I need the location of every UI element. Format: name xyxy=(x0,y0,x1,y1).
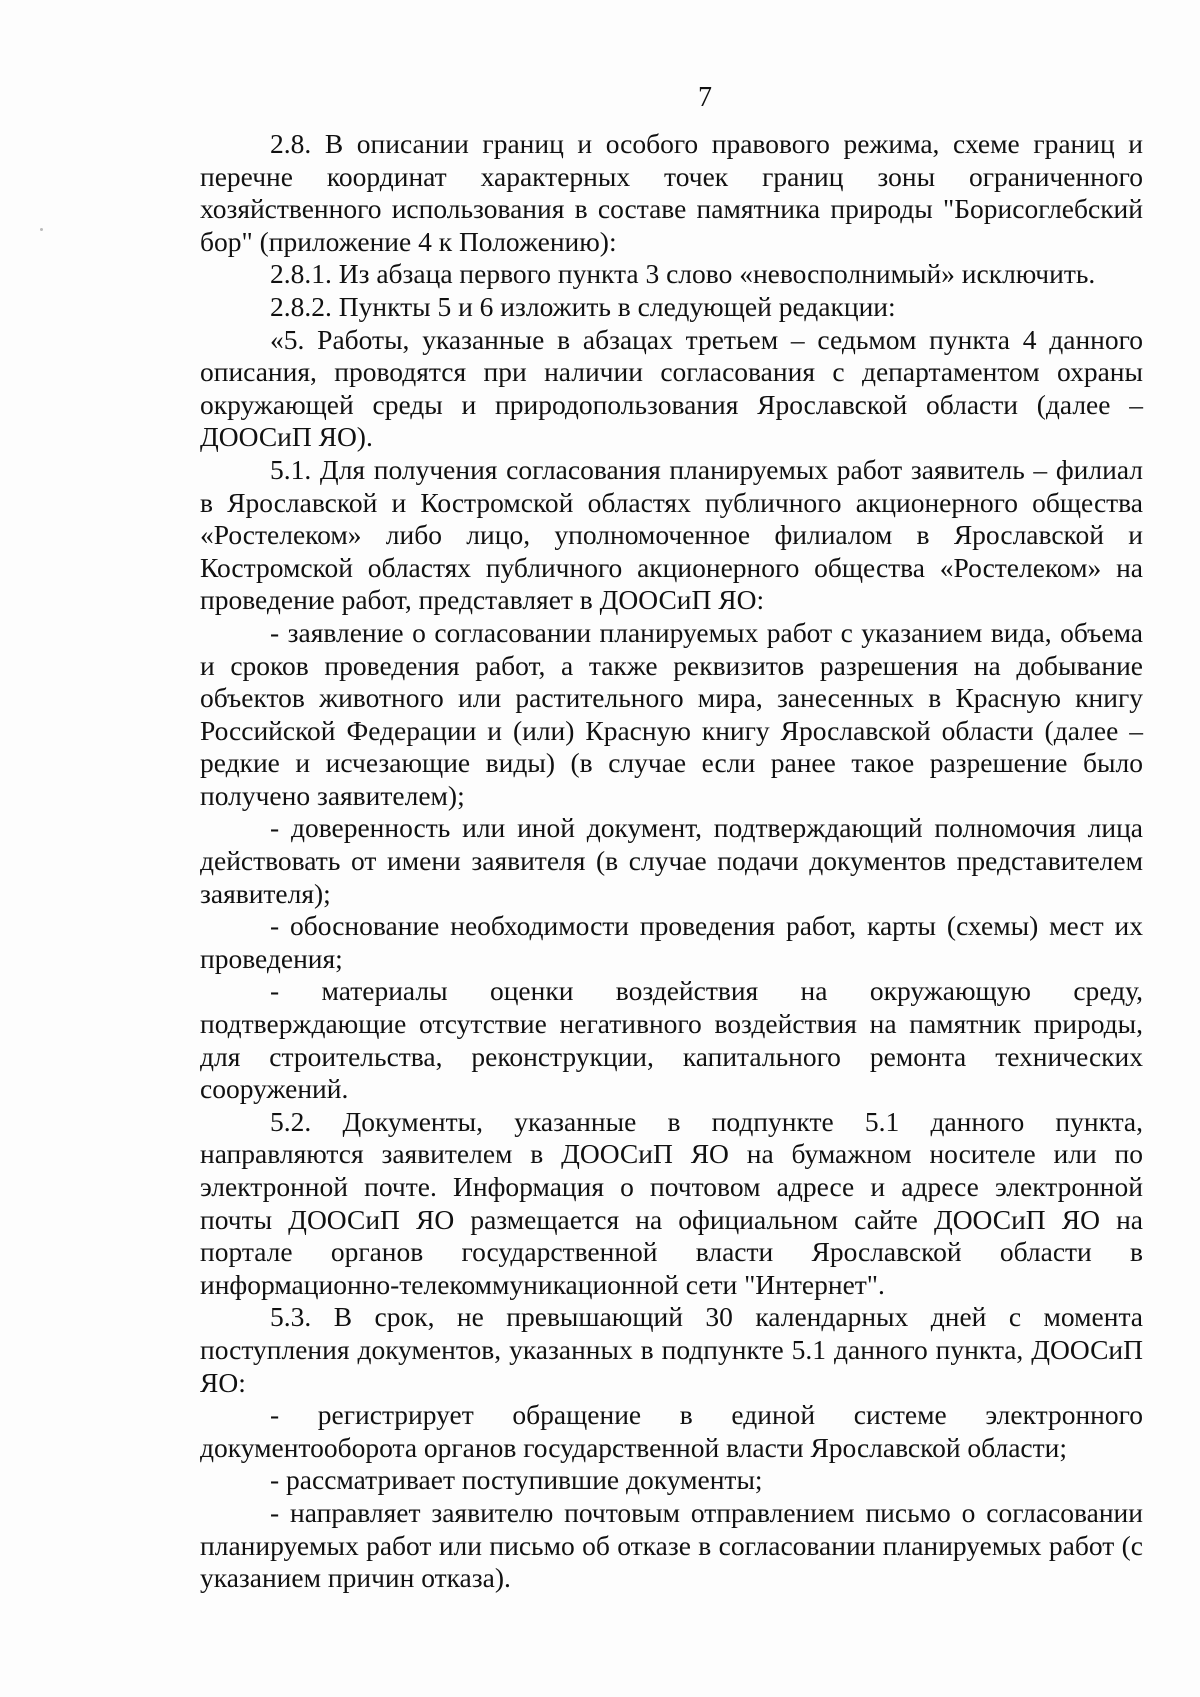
paragraph-5: «5. Работы, указанные в абзацах третьем – седьмом пункта 4 данного описания, проводятся при наличии согласования с департаментом охраны окружающей среды и природопользования Ярославской области (далее – ДООСиП ЯО). xyxy=(200,323,1143,453)
list-item-reviews: - рассматривает поступившие документы; xyxy=(270,1464,763,1496)
list-item-sends-letter: - направляет заявителю почтовым отправлением письмо о согласовании планируемых работ или письмо об отказе в согласовании планируемых работ (с указанием причин отказа). xyxy=(200,1496,1143,1594)
list-item-power-of-attorney: - доверенность или иной документ, подтверждающий полномочия лица действовать от имени заявителя (в случае подачи документов представителем заявителя); xyxy=(200,812,1143,909)
paragraph-5-1: 5.1. Для получения согласования планируемых работ заявитель – филиал в Ярославской и Костромской областях публичного акционерного общества «Ростелеком» либо лицо, уполномоченное филиалом в Ярославской и Костромской областях публичного акционерного общества «Ростелеком» на проведение работ, представляет в ДООСиП ЯО: xyxy=(200,453,1143,616)
paragraph-5-2: 5.2. Документы, указанные в подпункте 5.1 данного пункта, направляются заявителем в ДООСиП ЯО на бумажном носителе или по электронной почте. Информация о почтовом адресе и адресе электронной почты ДООСиП ЯО размещается на официальном сайте ДООСиП ЯО на портале органов государственной власти Ярославской области в информационно-телекоммуникационной сети "Интернет". xyxy=(200,1105,1143,1300)
paragraph-2-8-2: 2.8.2. Пункты 5 и 6 изложить в следующей редакции: xyxy=(270,290,896,322)
list-item-justification: - обоснование необходимости проведения работ, карты (схемы) мест их проведения; xyxy=(200,910,1143,974)
list-item-impact-assessment: - материалы оценки воздействия на окружающую среду, подтверждающие отсутствие негативного воздействия на памятник природы, для строительства, реконструкции, капитального ремонта технических сооружений. xyxy=(200,975,1143,1105)
page-number: 7 xyxy=(698,82,712,113)
paragraph-2-8-1: 2.8.1. Из абзаца первого пункта 3 слово «невосполнимый» исключить. xyxy=(270,258,1096,290)
paragraph-2-8: 2.8. В описании границ и особого правового режима, схеме границ и перечне координат характерных точек границ зоны ограниченного хозяйственного использования в составе памятника природы "Борисоглебский бор" (приложение 4 к Положению): xyxy=(200,128,1143,257)
paragraph-5-3: 5.3. В срок, не превышающий 30 календарных дней с момента поступления документов, указанных в подпункте 5.1 данного пункта, ДООСиП ЯО: xyxy=(200,1301,1143,1398)
list-item-application: - заявление о согласовании планируемых работ с указанием вида, объема и сроков проведения работ, а также реквизитов разрешения на добывание объектов животного или растительного мира, занесенных в Красную книгу Российской Федерации и (или) Красную книгу Ярославской области (далее – редкие и исчезающие виды) (в случае если ранее такое разрешение было получено заявителем); xyxy=(200,616,1143,811)
document-body xyxy=(200,128,1143,1595)
scan-dot xyxy=(40,228,43,231)
list-item-registers: - регистрирует обращение в единой системе электронного документооборота органов государственной власти Ярославской области; xyxy=(200,1399,1143,1463)
